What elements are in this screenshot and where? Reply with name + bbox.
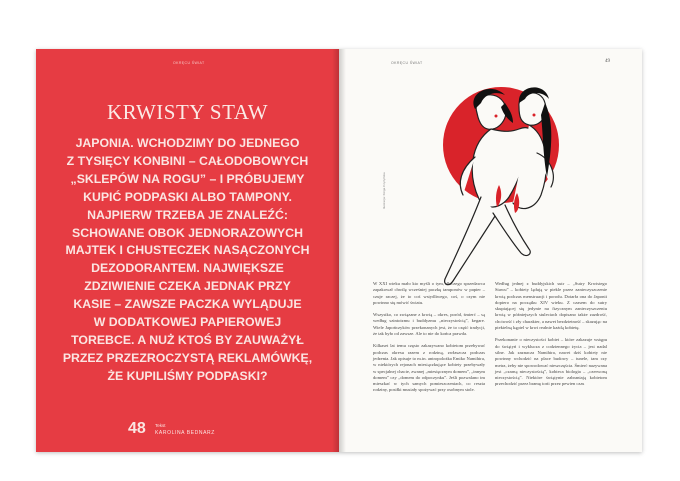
author-name: KAROLINA BEDNARZ xyxy=(155,430,215,436)
page-number-left: 48 xyxy=(128,420,146,437)
left-page xyxy=(36,49,339,452)
article-lead xyxy=(60,135,315,386)
body-paragraph: Przekonanie o nieczystości kobiet – które zakazuje wstępu do świątyń i wyklucza z codziennego życia – jest nadal silne. Jak zaznacza Namihira, nawet dziś kobiety nie powinny wchodzić na place budowy – tunele, tam czy metra, żeby nie spowodować nieszczęścia. Śmierć nazywana jest „czarną nieczystością”, kobieca biologia – „czerwoną nieczystością”. Niektóre świątynie zabraniają kobietom przechodzić przez bramę torii przez pewien czas xyxy=(495,337,607,387)
magazine-spread xyxy=(36,49,642,452)
body-paragraph: Według jednej z buddyjskich sutr – „Sutry Krwistego Stawu” – kobiety lądują w piekle przez zanieczyszczenie krwią podczas menstruacji i porodu. Dotarła ona do Japonii dopiero na początku XIV wieku. Z czasem do sutry skupiającej się jedynie na fizycznym zanieczyszczeniu krwią w późniejszych stuleciach dopisano także zazdrość, chciwość i zły charakter, a nawet bezdzietność – skazując na piekielną kąpiel w krwi realnie każdą kobietę. xyxy=(495,281,607,331)
credit-label: Tekst xyxy=(155,423,166,428)
lead-line: KASIE – ZAWSZE PACZKA WYLĄDUJE xyxy=(73,297,302,312)
lead-line: W DODATKOWEJ PAPIEROWEJ xyxy=(93,315,282,330)
lead-line: Z TYSIĘCY KONBINI – CAŁODOBOWYCH xyxy=(66,153,309,168)
body-paragraph: Kilkaset lat temu często zakazywano kobietom przebywać podczas okresu razem z rodziną, zwłaszcza podczas jedzenia. Jak opisuje to m.in. antropolożka Emiko Namihira, w niektórych rejonach miesiączkujące kobiety przebywały w specjalnej chacie, zwanej „miesięcznym domem”, „innym domem” czy „domem do odpoczynku”. Jeśli pozwalano im mieszkać w tych samych pomieszczeniach, co reszta rodziny, posiłki musiały spożywać przy osobnym stole. xyxy=(373,343,485,393)
body-paragraph: Wszystko, co związane z krwią – okres, poród, śmierć – są według szintoizmu i buddyzmu „nieczystością”, kegare. Wiele Japończyków przekonanych jest, że to część tradycji, że tak było od zawsze. Ale to nie do końca prawda. xyxy=(373,312,485,337)
lead-line: DEZODORANTEM. NAJWIĘKSZE xyxy=(91,261,284,276)
body-paragraph: W XXI wieku mało kto myśli o tym, dlaczego sprzedawca zapakował chwilę wcześniej paczkę tamponów w papier – czuje raczej, że to coś wstydliwego, coś, o czym nie powinno się mówić światu. xyxy=(373,281,485,305)
lead-line: SCHOWANE OBOK JEDNORAZOWYCH xyxy=(72,225,303,240)
body-column-1 xyxy=(373,281,485,400)
article-title: KRWISTY STAW xyxy=(106,100,269,124)
lead-line: TOREBCE. A NUŻ KTOŚ BY ZAUWAŻYŁ xyxy=(71,332,304,347)
page-number-right: 49 xyxy=(605,59,610,64)
lead-line: ŻE KUPILIŚMY PODPASKI? xyxy=(107,368,268,383)
body-column-2 xyxy=(495,281,607,394)
lead-line: „SKLEPÓW NA ROGU” – I PRÓBUJEMY xyxy=(70,171,305,186)
lead-line: MAJTEK I CHUSTECZEK NASĄCZONYCH xyxy=(65,243,310,258)
lead-line: JAPONIA. WCHODZIMY DO JEDNEGO xyxy=(75,136,300,150)
lead-line: PRZEZ PRZEZROCZYSTĄ REKLAMÓWKĘ, xyxy=(62,350,313,365)
lead-line: KUPIĆ PODPASKI ALBO TAMPONY. xyxy=(83,189,292,204)
right-page xyxy=(339,49,642,452)
lead-line: NAJPIERW TRZEBA JE ZNALEŹĆ: xyxy=(87,207,288,222)
running-head-left: OKRĘCU ŚWIAT xyxy=(173,61,205,65)
illustration-credit: Ilustracja: Kinga Czyżyńska xyxy=(382,172,386,209)
illustration xyxy=(401,73,576,298)
running-head-right: OKRĘCU ŚWIAT xyxy=(391,61,423,65)
lead-line: ZDZIWIENIE CZEKA JEDNAK PRZY xyxy=(84,279,291,294)
